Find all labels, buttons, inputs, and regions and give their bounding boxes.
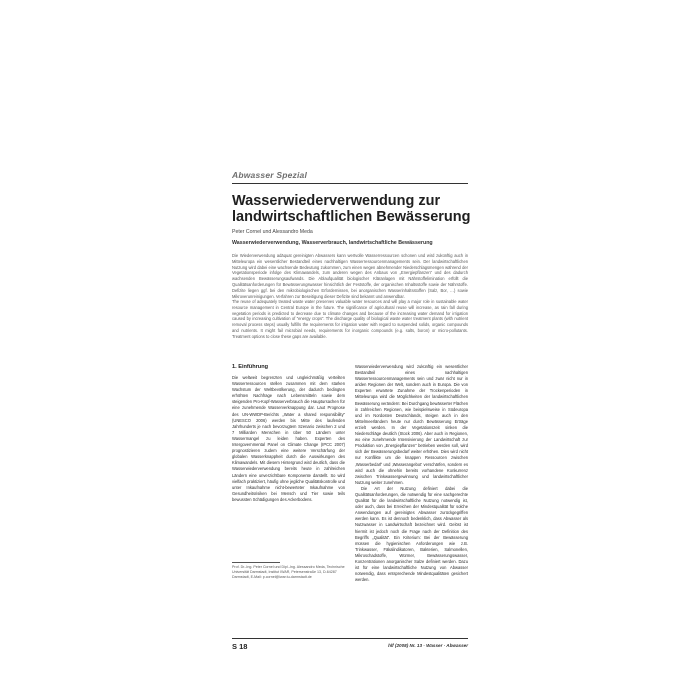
header-rule (232, 183, 468, 184)
author-footnote: Prof. Dr.-Ing. Peter Cornel und Dipl.-Ing. Alessandro Meda, Technische Universität Darmstadt, Institut IWAR, Petersenstraße 13, D-64287 Darmstadt, E-Mail: p.cornel@iwar.tu-darmstadt.de (232, 565, 345, 579)
article-title: Wasserwiederverwendung zur landwirtschaftlichen Bewässerung (232, 193, 471, 225)
section-heading: 1. Einführung (232, 364, 269, 370)
authors: Peter Cornel und Alessandro Meda (232, 229, 313, 235)
left-column (232, 364, 345, 503)
right-column (355, 364, 468, 583)
abstract-english: The reuse of adequately treated waste water preserves valuable water resources and will play a major role in sustainable water resource management in Central Europe in the future. The significance of agricultural reuse will increase, as rain fall during vegetation periods is predicted to decrease due to climate changes and because of the increasing water demand for irrigation caused by increasing cultivation of “energy crops”. The discharge quality of biological waste water treatment plants (with nutrient removal process steps) usually fulfills the requirements for irrigation water with regard to suspended solids, organic compounds and nutrients. It might fail microbial needs, requirements for inorganic compounds (e.g. salts, boron) or micro-pollutants. Treatment options to close these gaps are available. (232, 299, 468, 339)
abstract-german: Die Wiederverwendung adäquat gereinigten Abwassers kann wertvolle Wasserressourcen schonen und wird zukünftig auch in Mitteleuropa ein wesentlicher Bestandteil eines nachhaltigen Wasserressourcenmanagements sein. Der landwirtschaftlichen Nutzung wird dabei eine wachsende Bedeutung zukommen, zum einen wegen abnehmender Niederschlagsmengen während der Vegetationsperiode infolge des Klimawandels, zum anderen wegen des Anbaus von „Energiepflanzen“ und des dadurch wachsenden Bewässerungsaufwands. Die Ablaufqualität biologischer Kläranlagen mit Nährstoffelimination erfüllt die Qualitätsanforderungen für Bewässerungswasser hinsichtlich der Feststoffe, der organischen Inhaltsstoffe sowie der Nährstoffe. Defizite liegen ggf. bei den mikrobiologischen Erfordernissen, bei anorganischen Wasserinhaltsstoffen (Salz, Bor, …) sowie Mikroverunreinigungen. Verfahren zur Beseitigung dieser Defizite sind bekannt und anwendbar. (232, 253, 468, 299)
body-paragraph: Die weltweit begrenzten und ungleichmäßig verteilten Wasserressourcen stellen zusammen mit dem starken Wachstum der Weltbevölkerung, der dadurch bedingten erhöhten Nachfrage nach Lebensmitteln sowie dem steigenden Pro-Kopf-Wasserverbrauch die Hauptursachen für eine zunehmende Wasserverknappung dar. Laut Prognose des UN-WWDP-Berichts „Water a shared responsibility“ (UNESCO 2006) werden bis Mitte des laufenden Jahrhunderts je nach bevorzugtem Szenario zwischen 2 und 7 Milliarden Menschen in über 50 Ländern unter Wassermangel zu leiden haben. Experten des Intergovernmental Panel on Climate Change (IPCC 2007) prognostizieren zudem eine weitere Verschärfung der globalen Wasserknappheit durch die Auswirkungen des Klimawandels. Mit diesem Hintergrund wird deutlich, dass die Wasserwiederverwendung bereits heute in zahlreichen Ländern eine unverzichtbare Komponente darstellt. So wird vielfach praktiziert, häufig ohne jegliche Qualitätskontrolle und unter Inkaufnahme nicht-bewerteter Inkaufnahme von Gesundheitsrisiken bei Mensch und Tier sowie teils bewussten Schädigungen des Ackerbodens. (232, 375, 345, 502)
footer-rule (232, 638, 468, 639)
keywords: Wasserwiederverwendung, Wasserverbrauch, landwirtschaftliche Bewässerung (232, 240, 433, 246)
section-label: Abwasser Spezial (232, 170, 308, 180)
page-number: S 18 (232, 642, 248, 651)
journal-reference: hlf (2008) Nr. 13 · Wasser · Abwasser (388, 643, 468, 648)
body-paragraph: Wasserwiederverwendung wird zukünftig ein wesentlicher Bestandteil eines nachhaltigen Wasserressourcenmanagements sein und zwar nicht nur in ariden Regionen der Welt, sondern auch in Europa. Die von Experten erwartete Zunahme der Trockenperioden in Mitteleuropa wird die Möglichkeiten der landwirtschaftlichen Bewässerung verändern: Bei Durchgang bewässerter Flächen in zahlreichen Regionen, wie beispielsweise in Südeuropa und im Nordosten Deutschlands, steigen auch in den Mittelmeerländern heute nur durch Bewässerung Erträge erzielt werden. In der Vegetationszeit sinken die Niederschläge deutlich (Stock 2006). Aber auch in Regionen, wo eine zunehmende Intensivierung der Landwirtschaft zur Produktion von „Energiepflanzen“ betrieben werden soll, wird sich der Bewässerungsbedarf weiter erhöhen. Dies wird nicht nur Konflikte um die knappen Ressourcen zwischen ‚Wasserbedarf‘ und ‚Wasserangebot‘ verschärfen, sondern es wird auch die ohnehin bereits vorhandene Konkurrenz zwischen Trinkwassergewinnung und landwirtschaftlicher Nutzung weiter zunehmen. (355, 364, 468, 485)
footnote-rule (232, 562, 280, 563)
body-paragraph: Die Art der Nutzung definiert dabei die Qualitätsanforderungen, die notwendig für eine sachgerechte Qualität für die landwirtschaftliche Nutzung notwendig ist, oder auch, dass bei Erreichen der Mindestqualität für solche Anwendungen auf gereinigtes Abwasser zurückgegriffen werden kann. Es ist dennoch bedenklich, dass Abwasser als Nutzwasser in Landwirtschaft bezeichnet wird. Gelöst ist hiermit ist jedoch noch die Frage nach der Definition des Begriffs „Qualität“. Ein Kriterium: Bei der Bewässerung müssen die hygienischen Anforderungen wie z.B. Trinkwasser, Fäkalindikatoren, Bakterien, Salmonellen, Mikroschadstoffe, Würmer, Bewässerungswasser, Konzentrationen anorganischer Salze definiert werden. Dazu ist für eine landwirtschaftliche Nutzung von Abwasser notwendig, dass entsprechende Mindestqualitäten gesichert werden. (355, 485, 468, 583)
